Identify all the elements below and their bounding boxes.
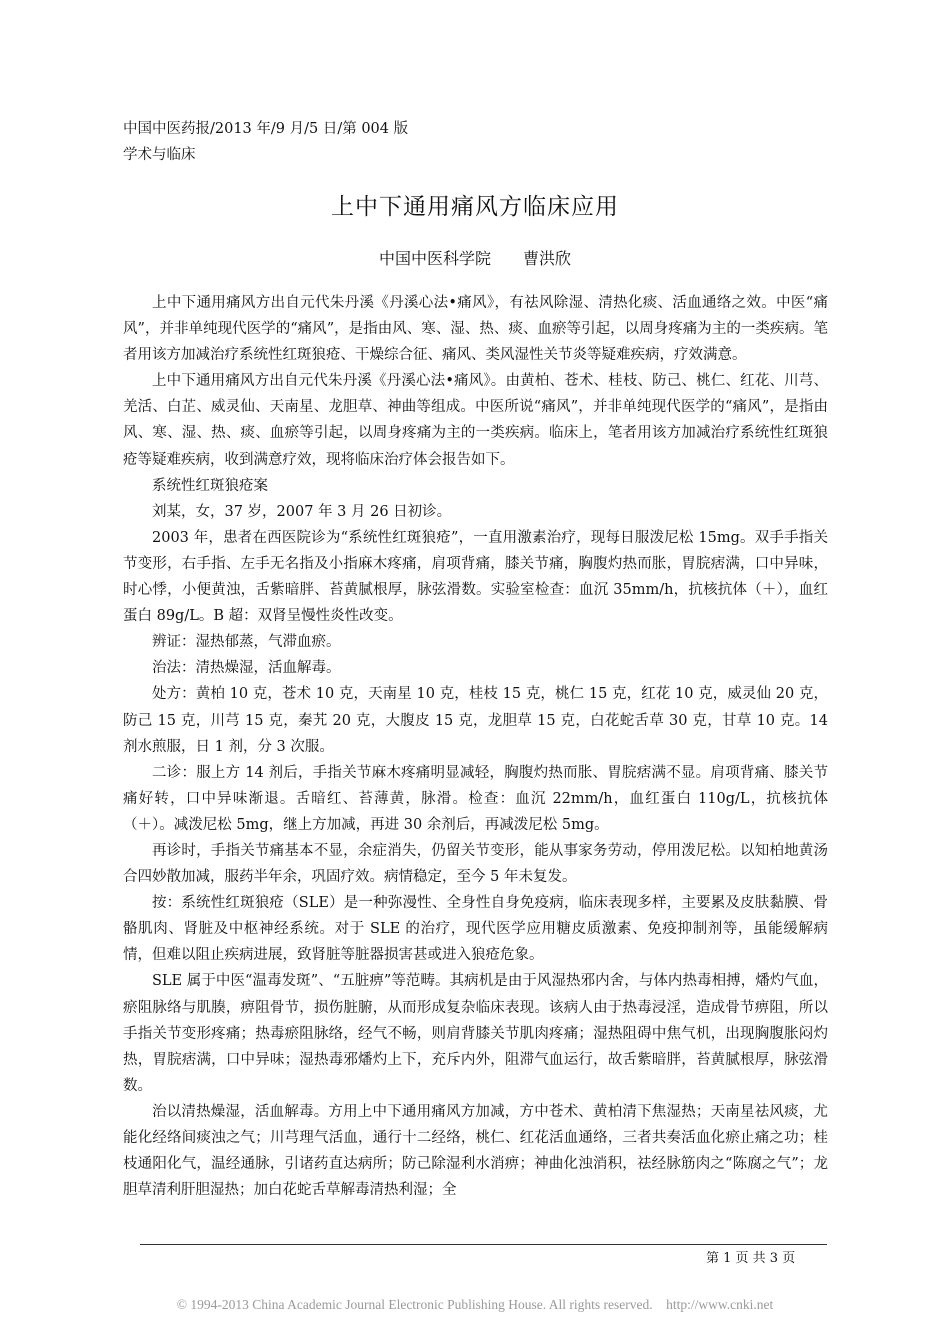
case-heading: 系统性红斑狼疮案	[152, 477, 268, 494]
paragraph: SLE 属于中医“温毒发斑”、“五脏痹”等范畴。其病机是由于风湿热邪内舍，与体内热毒相搏，燔灼气血，瘀阻脉络与肌腠，痹阻骨节，损伤脏腑，从而形成复杂临床表现。该病人由于热毒浸淫，造成骨节痹阻，所以手指关节变形疼痛；热毒瘀阻脉络，经气不畅，则肩背膝关节肌肉疼痛；湿热阻碍中焦气机，出现胸腹胀闷灼热，胃脘痞满，口中异味；湿热毒邪燔灼上下，充斥内外，阻滞气血运行，故舌紫暗胖，苔黄腻根厚，脉弦滑数。	[123, 973, 828, 1094]
article-byline: 中国中医科学院 曹洪欣	[378, 249, 571, 268]
article-title: 上中下通用痛风方临床应用	[331, 194, 619, 220]
section-label: 学术与临床	[123, 147, 196, 163]
copyright-notice: © 1994-2013 China Academic Journal Electronic Publishing House. All rights reserved. http://www.cnki.net	[176, 1297, 774, 1312]
paragraph: 辨证：湿热郁蒸，气滞血瘀。	[152, 634, 341, 651]
paragraph: 治以清热燥湿，活血解毒。方用上中下通用痛风方加减，方中苍术、黄柏清下焦湿热；天南星祛风痰，尤能化经络间痰浊之气；川芎理气活血，通行十二经络，桃仁、红花活血通络，三者共奏活血化瘀止痛之功；桂枝通阳化气，温经通脉，引诸药直达病所；防己除湿利水消痹；神曲化浊消积，祛经脉筋肉之“陈腐之气”；龙胆草清利肝胆湿热；加白花蛇舌草解毒清热利湿；全	[123, 1103, 828, 1199]
paragraph: 2003 年，患者在西医院诊为“系统性红斑狼疮”，一直用激素治疗，现每日服泼尼松 15mg。双手手指关节变形，右手指、左手无名指及小指麻木疼痛，肩项背痛，膝关节痛，胸腹灼热而胀，胃脘痞满，口中异味，时心悸，小便黄浊，舌紫暗胖、苔黄腻根厚，脉弦滑数。实验室检查：血沉 35mm/h，抗核抗体（＋），血红蛋白 89g/L。B 超：双肾呈慢性炎性改变。	[123, 529, 828, 625]
source-header	[123, 116, 408, 168]
paragraph: 刘某，女，37 岁，2007 年 3 月 26 日初诊。	[152, 503, 452, 520]
page-number: 第 1 页 共 3 页	[706, 1251, 796, 1266]
paragraph: 处方：黄柏 10 克，苍术 10 克，天南星 10 克，桂枝 15 克，桃仁 15 克，红花 10 克，威灵仙 20 克，防己 15 克，川芎 15 克，秦艽 20 克，大腹皮 15 克，龙胆草 15 克，白花蛇舌草 30 克，甘草 10 克。14 剂水煎服，日 1 剂，分 3 次服。	[123, 686, 828, 755]
footer-divider	[140, 1244, 827, 1245]
paragraph: 上中下通用痛风方出自元代朱丹溪《丹溪心法•痛风》，有祛风除湿、清热化痰、活血通络之效。中医“痛风”，并非单纯现代医学的“痛风”，是指由风、寒、湿、热、痰、血瘀等引起，以周身疼痛为主的一类疾病。笔者用该方加减治疗系统性红斑狼疮、干燥综合征、痛风、类风湿性关节炎等疑难疾病，疗效满意。	[123, 295, 828, 364]
paragraph: 再诊时，手指关节痛基本不显，余症消失，仍留关节变形，能从事家务劳动，停用泼尼松。以知柏地黄汤合四妙散加减，服药半年余，巩固疗效。病情稳定，至今 5 年未复发。	[123, 842, 828, 886]
paragraph: 上中下通用痛风方出自元代朱丹溪《丹溪心法•痛风》。由黄柏、苍术、桂枝、防己、桃仁、红花、川芎、羌活、白芷、威灵仙、天南星、龙胆草、神曲等组成。中医所说“痛风”，并非单纯现代医学的“痛风”，是指由风、寒、湿、热、痰、血瘀等引起，以周身疼痛为主的一类疾病。临床上，笔者用该方加减治疗系统性红斑狼疮等疑难疾病，收到满意疗效，现将临床治疗体会报告如下。	[123, 373, 828, 468]
source-line: 中国中医药报/2013 年/9 月/5 日/第 004 版	[123, 121, 409, 137]
paragraph: 治法：清热燥湿，活血解毒。	[152, 660, 341, 677]
paragraph: 按：系统性红斑狼疮（SLE）是一种弥漫性、全身性自身免疫病，临床表现多样，主要累及皮肤黏膜、骨骼肌肉、肾脏及中枢神经系统。对于 SLE 的治疗，现代医学应用糖皮质激素、免疫抑制剂等，虽能缓解病情，但难以阻止疾病进展，致肾脏等脏器损害甚或进入狼疮危象。	[123, 895, 828, 964]
paragraph: 二诊：服上方 14 剂后，手指关节麻木疼痛明显减轻，胸腹灼热而胀、胃脘痞满不显。肩项背痛、膝关节痛好转，口中异味渐退。舌暗红、苔薄黄，脉滑。检查：血沉 22mm/h，血红蛋白 110g/L，抗核抗体（＋）。减泼尼松 5mg，继上方加减，再进 30 余剂后，再减泼尼松 5mg。	[123, 764, 828, 833]
article-body	[123, 290, 828, 1203]
